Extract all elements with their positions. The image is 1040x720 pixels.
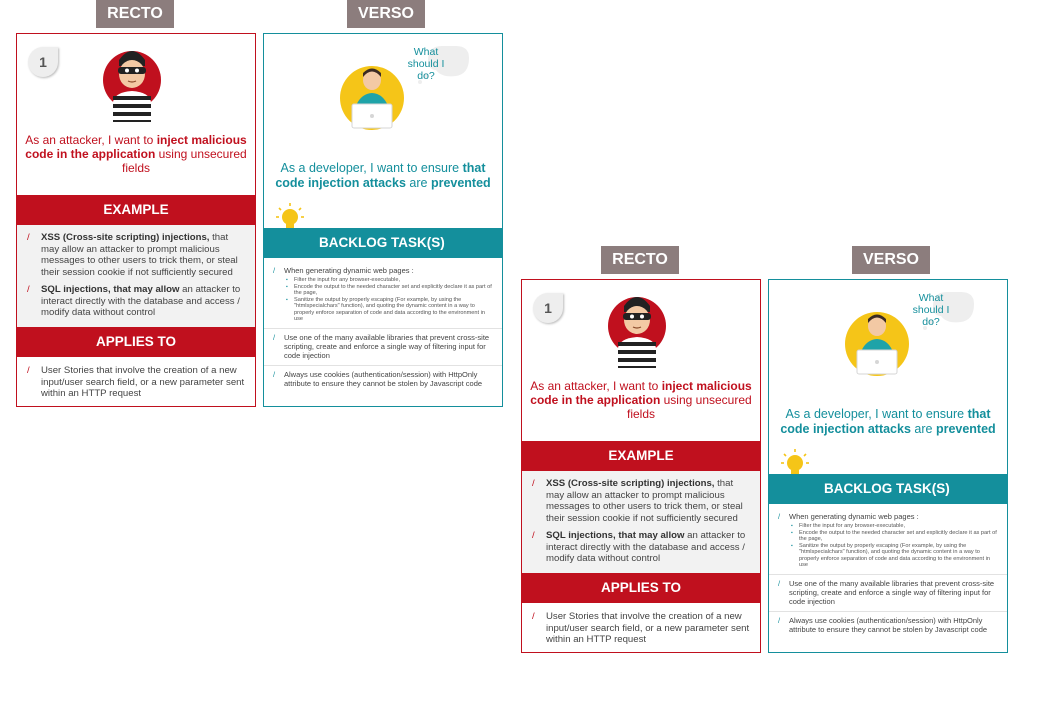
card-number-badge: 1	[533, 293, 563, 323]
backlog-item: / Always use cookies (authentication/session) with HttpOnly attribute to ensure they cannot be stolen by Javascript code	[769, 611, 1007, 634]
backlog-item: / Always use cookies (authentication/session) with HttpOnly attribute to ensure they cannot be stolen by Javascript code	[264, 365, 502, 388]
applies-to-section	[17, 357, 255, 406]
example-item: / XSS (Cross-site scripting) injections, that may allow an attacker to prompt malicious messages to other users to trick them, or steal their session cookie if not sufficiently secured	[17, 232, 255, 278]
applies-item: / User Stories that involve the creation of a new input/user search field, or a new parameter sent within an HTTP request	[17, 365, 255, 400]
backlog-item: / Use one of the many available libraries that prevent cross-site scripting, create and enforce a single way of filtering input for code injection	[769, 574, 1007, 606]
backlog-section	[264, 258, 502, 406]
backlog-subitem: ▪ Encode the output to the needed character set and explicitly declare it as part of the page,	[284, 284, 494, 297]
recto-tab: RECTO	[96, 0, 174, 28]
developer-story: As a developer, I want to ensure that code injection attacks are prevented	[275, 161, 491, 190]
example-item: / SQL injections, that may allow an attacker to interact directly with the database and access / modify data without control	[17, 284, 255, 319]
verso-tab: VERSO	[852, 246, 930, 274]
example-section	[17, 225, 255, 327]
applies-to-header: APPLIES TO	[16, 327, 256, 357]
example-section	[522, 471, 760, 573]
backlog-item: / When generating dynamic web pages : ▪ Filter the input for any browser-executable, ▪ Encode the output to the needed character set and explicitly declare it as part of the page, ▪ Sanitize the output by properly escaping (For example, by using the "htmlspecialchars" function), and quoting the dynamic content in a way to properly enforce separation of code and data according to the environment in use	[769, 512, 1007, 569]
backlog-header: BACKLOG TASK(S)	[769, 474, 1008, 504]
backlog-item: / When generating dynamic web pages : ▪ Filter the input for any browser-executable, ▪ Encode the output to the needed character set and explicitly declare it as part of the page, ▪ Sanitize the output by properly escaping (For example, by using the "htmlspecialchars" function), and quoting the dynamic content in a way to properly enforce separation of code and data according to the environment in use	[264, 266, 502, 323]
backlog-subitem: ▪ Filter the input for any browser-executable,	[284, 277, 494, 284]
applies-to-header: APPLIES TO	[521, 573, 761, 603]
attacker-story: As an attacker, I want to inject malicious code in the application using unsecured fields	[25, 133, 247, 175]
recto-card	[16, 33, 256, 407]
backlog-section	[769, 504, 1007, 652]
thief-icon	[606, 286, 668, 368]
backlog-subitem: ▪ Filter the input for any browser-executable,	[789, 523, 999, 530]
thief-icon	[101, 40, 163, 122]
backlog-header: BACKLOG TASK(S)	[264, 228, 503, 258]
example-header: EXAMPLE	[16, 195, 256, 225]
developer-story: As a developer, I want to ensure that code injection attacks are prevented	[780, 407, 996, 436]
backlog-subitem: ▪ Sanitize the output by properly escaping (For example, by using the "htmlspecialchars" function), and quoting the dynamic content in a way to properly enforce separation of code and data according to the environment in use	[284, 297, 494, 323]
attacker-story: As an attacker, I want to inject malicious code in the application using unsecured fields	[530, 379, 752, 421]
card-number-badge: 1	[28, 47, 58, 77]
applies-to-section	[522, 603, 760, 652]
card-pair-top-left	[16, 0, 511, 412]
verso-card	[263, 33, 503, 407]
thought-bubble-text: What should I do?	[912, 292, 950, 328]
example-item: / XSS (Cross-site scripting) injections, that may allow an attacker to prompt malicious messages to other users to trick them, or steal their session cookie if not sufficiently secured	[522, 478, 760, 524]
backlog-subitem: ▪ Sanitize the output by properly escaping (For example, by using the "htmlspecialchars" function), and quoting the dynamic content in a way to properly enforce separation of code and data according to the environment in use	[789, 543, 999, 569]
recto-card	[521, 279, 761, 653]
example-header: EXAMPLE	[521, 441, 761, 471]
verso-tab: VERSO	[347, 0, 425, 28]
recto-tab: RECTO	[601, 246, 679, 274]
backlog-item: / Use one of the many available libraries that prevent cross-site scripting, create and enforce a single way of filtering input for code injection	[264, 328, 502, 360]
applies-item: / User Stories that involve the creation of a new input/user search field, or a new parameter sent within an HTTP request	[522, 611, 760, 646]
backlog-subitem: ▪ Encode the output to the needed character set and explicitly declare it as part of the page,	[789, 530, 999, 543]
verso-card	[768, 279, 1008, 653]
card-pair-bottom-right	[521, 246, 1016, 658]
thought-bubble-text: What should I do?	[407, 46, 445, 82]
example-item: / SQL injections, that may allow an attacker to interact directly with the database and access / modify data without control	[522, 530, 760, 565]
